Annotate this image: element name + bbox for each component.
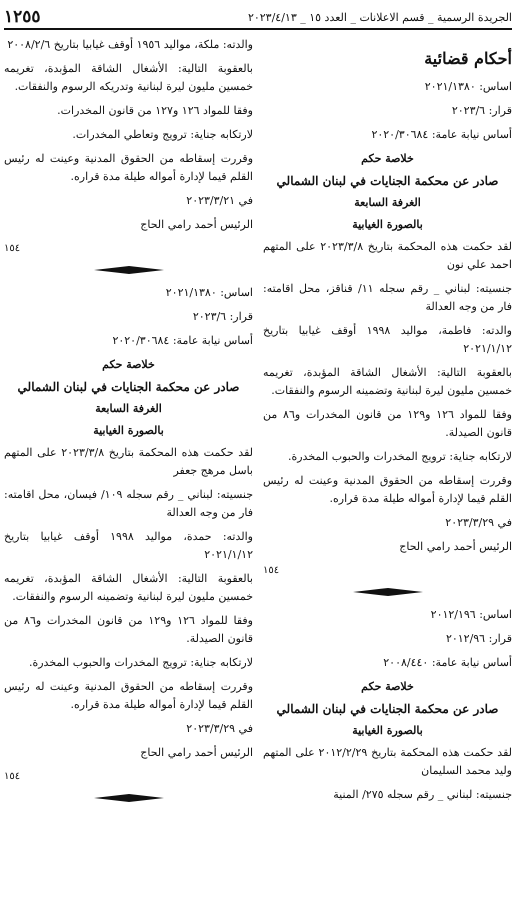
case-niyaba: أساس نيابة عامة: ٢٠٢٠/٣٠٦٨٤ [371,128,512,141]
right-column [263,36,512,915]
penalty-paragraph: بالعقوبة التالية: الأشغال الشاقة المؤبدة، تغريمه خمسين مليون ليرة لبنانية وتدريكه الرسوم والنفقات. [4,62,253,93]
ruling-paragraph: لقد حكمت هذه المحكمة بتاريخ ٢٠٢٣/٣/٨ على المتهم باسل مرهج جعفر [4,446,253,477]
in-absentia-heading: بالصورة الغيابية [352,218,423,231]
notice-number: ١٥٤ [4,243,21,254]
crime-paragraph: لارتكابه جناية: ترويج المخدرات والحبوب المخدرة. [287,450,512,463]
crime-paragraph: لارتكابه جناية: ترويج وتعاطي المخدرات. [72,128,253,141]
penalty-paragraph: بالعقوبة التالية: الأشغال الشاقة المؤبدة، تغريمه خمسين مليون ليرة لبنانية وتضمينه الرسوم والنفقات. [4,572,253,603]
separator-ornament [353,588,423,596]
ruling-date: في ٢٠٢٣/٣/٢٩ [445,516,512,529]
mother-paragraph: والدته: حمدة، مواليد ١٩٩٨ أوقف غيابيا بتاريخ ٢٠٢١/١/١٢ [4,530,253,561]
mother-paragraph: والدته: فاطمة، مواليد ١٩٩٨ أوقف غيابيا بتاريخ ٢٠٢١/١/١٢ [263,324,512,355]
judgment-summary-heading: خلاصة حكم [361,152,414,165]
left-column [4,36,253,915]
signer: الرئيس أحمد رامي الحاج [399,540,512,553]
signer: الرئيس أحمد رامي الحاج [140,746,253,759]
chamber-heading: الغرفة السابعة [95,402,162,415]
columns [4,36,512,915]
court-heading: صادر عن محكمة الجنايات في لبنان الشمالي [276,702,499,716]
case-qarar: قرار: ٢٠٢٣/٦ [192,310,253,323]
case-asas: اساس: ٢٠١٢/١٩٦ [430,608,512,621]
judgment-summary-heading: خلاصة حكم [102,358,155,371]
case-qarar: قرار: ٢٠٢٣/٦ [451,104,512,117]
in-absentia-heading: بالصورة الغيابية [93,424,164,437]
section-title: أحكام قضائية [424,49,512,68]
running-header: الجريدة الرسمية _ قسم الاعلانات _ العدد ١٥ _ ٢٠٢٣/٤/١٣ [247,10,512,24]
rights-paragraph: وقررت إسقاطه من الحقوق المدنية وعينت له رئيس القلم قيما لإدارة أمواله طيلة مدة قراره. [4,680,253,711]
notice-number: ١٥٤ [263,565,280,576]
nationality-paragraph: جنسيته: لبناني _ رقم سجله ١٠٩/ فيسان، محل اقامته: فار من وجه العدالة [4,488,253,519]
articles-paragraph: وفقا للمواد ١٢٦ و١٢٩ من قانون المخدرات و٨٦ من قانون الصيدلة. [4,614,253,645]
page-header [4,6,512,30]
case-niyaba: أساس نيابة عامة: ٢٠٢٠/٣٠٦٨٤ [112,334,253,347]
articles-paragraph: وفقا للمواد ١٢٦ و١٢٧ من قانون المخدرات. [57,104,253,117]
penalty-paragraph: بالعقوبة التالية: الأشغال الشاقة المؤبدة، تغريمه خمسين مليون ليرة لبنانية وتضمينه الرسوم والنفقات. [263,366,512,397]
signer: الرئيس أحمد رامي الحاج [140,218,253,231]
ruling-paragraph: لقد حكمت هذه المحكمة بتاريخ ٢٠١٢/٢/٢٩ على المتهم وليد محمد السليمان [263,746,512,777]
crime-paragraph: لارتكابه جناية: ترويج المخدرات والحبوب المخدرة. [28,656,253,669]
separator-ornament [94,266,164,274]
mother-paragraph: والدته: ملكة، مواليد ١٩٥٦ أوقف غيابيا بتاريخ ٢٠٠٨/٢/٦ [7,38,253,51]
page-number: ١٢٥٥ [4,7,41,27]
court-heading: صادر عن محكمة الجنايات في لبنان الشمالي [276,174,499,188]
rights-paragraph: وقررت إسقاطه من الحقوق المدنية وعينت له رئيس القلم قيما لإدارة أمواله طيلة مدة قراره. [4,152,253,183]
in-absentia-heading: بالصورة الغيابية [352,724,423,737]
chamber-heading: الغرفة السابعة [354,196,421,209]
case-qarar: قرار: ٢٠١٢/٩٦ [445,632,512,645]
ruling-date: في ٢٠٢٣/٣/٢٩ [186,722,253,735]
nationality-paragraph: جنسيته: لبناني _ رقم سجله ٢٧٥/ المنية [333,788,512,801]
articles-paragraph: وفقا للمواد ١٢٦ و١٢٩ من قانون المخدرات و٨٦ من قانون الصيدلة. [263,408,512,439]
case-asas: اساس: ٢٠٢١/١٣٨٠ [165,286,253,299]
case-niyaba: أساس نيابة عامة: ٢٠٠٨/٤٤٠ [383,656,512,669]
separator-ornament [94,794,164,802]
rights-paragraph: وقررت إسقاطه من الحقوق المدنية وعينت له رئيس القلم قيما لإدارة أمواله طيلة مدة قراره. [263,474,512,505]
notice-number: ١٥٤ [4,771,21,782]
court-heading: صادر عن محكمة الجنايات في لبنان الشمالي [17,380,240,394]
nationality-paragraph: جنسيته: لبناني _ رقم سجله ١١/ قناقز، محل اقامته: فار من وجه العدالة [263,282,512,313]
case-asas: اساس: ٢٠٢١/١٣٨٠ [424,80,512,93]
ruling-date: في ٢٠٢٣/٣/٢١ [186,194,253,207]
judgment-summary-heading: خلاصة حكم [361,680,414,693]
ruling-paragraph: لقد حكمت هذه المحكمة بتاريخ ٢٠٢٣/٣/٨ على المتهم احمد علي نون [263,240,512,271]
